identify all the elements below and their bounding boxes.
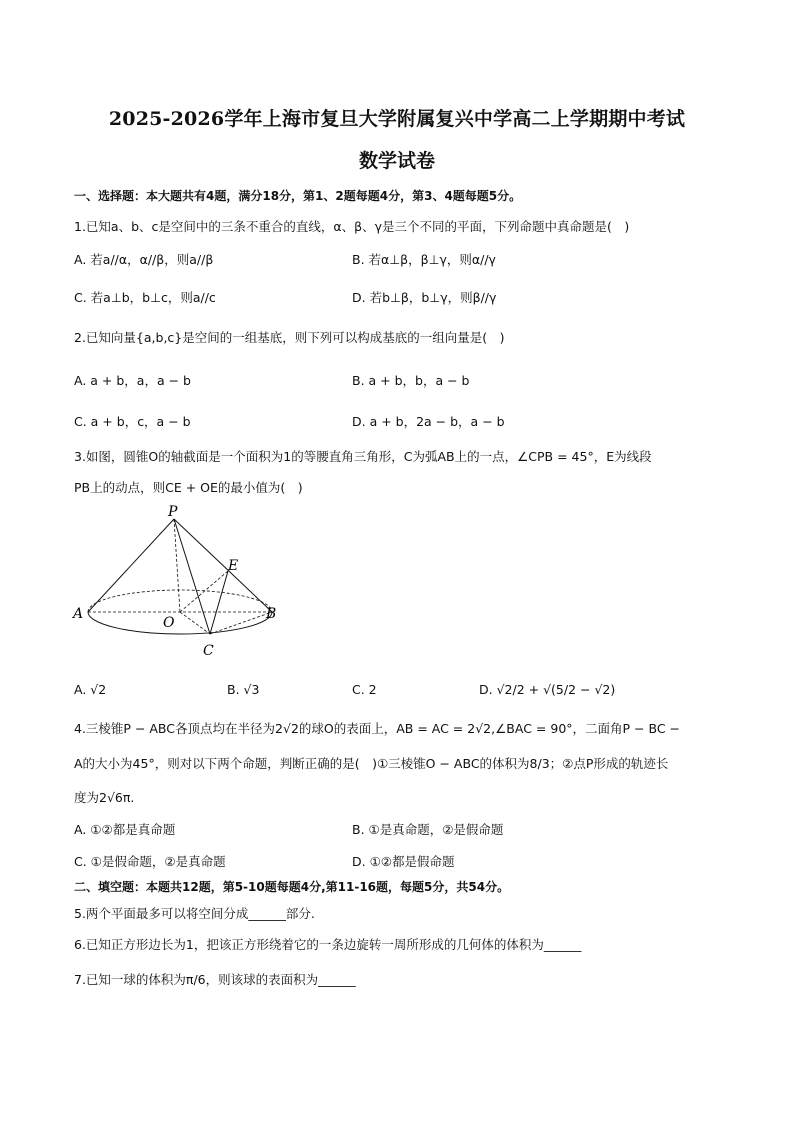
label-a: A <box>73 606 84 622</box>
segment-ce <box>210 571 228 634</box>
q3-option-b: B. √3 <box>227 682 260 697</box>
segment-cb <box>210 612 272 634</box>
q4-stem-line3: 度为2√6π. <box>74 790 135 805</box>
edge-pa <box>88 519 174 612</box>
q6-stem: 6.已知正方形边长为1，把该正方形绕着它的一条边旋转一周所形成的几何体的体积为______ <box>74 937 582 952</box>
q2-option-c: C. a + b，c，a − b <box>74 414 191 429</box>
q3-stem-line1: 3.如图，圆锥O的轴截面是一个面积为1的等腰直角三角形，C为弧AB上的一点，∠CPB = 45°，E为线段 <box>74 449 652 464</box>
page-subtitle: 数学试卷 <box>358 150 435 172</box>
base-front-arc <box>88 612 272 634</box>
label-c: C <box>203 643 214 659</box>
label-e: E <box>228 558 239 574</box>
base-back-arc <box>88 590 272 612</box>
q4-stem-line2: A的大小为45°，则对以下两个命题，判断正确的是( )①三棱锥O − ABC的体积为8/3；②点P形成的轨迹长 <box>74 756 669 771</box>
label-b: B <box>266 606 277 622</box>
label-p: P <box>168 505 178 520</box>
q2-stem: 2.已知向量{a,b,c}是空间的一组基底，则下列可以构成基底的一组向量是( ) <box>74 330 505 345</box>
q4-option-c: C. ①是假命题，②是真命题 <box>74 854 226 869</box>
q4-option-d: D. ①②都是假命题 <box>352 854 455 869</box>
q3-stem-line2: PB上的动点，则CE + OE的最小值为( ) <box>74 480 303 495</box>
q1-option-d: D. 若b⊥β，b⊥γ，则β//γ <box>352 290 497 305</box>
q2-option-a: A. a + b，a，a − b <box>74 373 191 388</box>
section-2-heading: 二、填空题：本题共12题，第5-10题每题4分,第11-16题，每题5分，共54分。 <box>74 880 510 894</box>
cone-figure <box>70 505 290 665</box>
q4-stem-line1: 4.三棱锥P − ABC各顶点均在半径为2√2的球O的表面上，AB = AC = 2√2,∠BAC = 90°，二面角P − BC − <box>74 721 681 736</box>
q3-option-c: C. 2 <box>352 682 377 697</box>
q4-option-b: B. ①是真命题，②是假命题 <box>352 822 504 837</box>
q3-option-d: D. √2/2 + √(5/2 − √2) <box>479 682 616 697</box>
q1-option-b: B. 若α⊥β，β⊥γ，则α//γ <box>352 252 496 267</box>
q2-option-d: D. a + b，2a − b，a − b <box>352 414 505 429</box>
segment-oe <box>180 571 228 612</box>
q4-option-a: A. ①②都是真命题 <box>74 822 176 837</box>
q7-stem: 7.已知一球的体积为π/6，则该球的表面积为______ <box>74 972 356 987</box>
q1-stem: 1.已知a、b、c是空间中的三条不重合的直线，α、β、γ是三个不同的平面，下列命题中真命题是( ) <box>74 219 630 234</box>
q1-option-c: C. 若a⊥b，b⊥c，则a//c <box>74 290 216 305</box>
page-title: 2025-2026学年上海市复旦大学附属复兴中学高二上学期期中考试 <box>108 108 686 130</box>
q5-stem: 5.两个平面最多可以将空间分成______部分. <box>74 906 315 921</box>
axis-po <box>174 519 180 612</box>
q2-option-b: B. a + b，b，a − b <box>352 373 470 388</box>
q3-option-a: A. √2 <box>74 682 107 697</box>
section-1-heading: 一、选择题：本大题共有4题，满分18分，第1、2题每题4分，第3、4题每题5分。 <box>74 189 522 203</box>
segment-oc <box>180 612 210 634</box>
label-o: O <box>163 615 175 631</box>
q1-option-a: A. 若a//α，α//β，则a//β <box>74 252 214 267</box>
